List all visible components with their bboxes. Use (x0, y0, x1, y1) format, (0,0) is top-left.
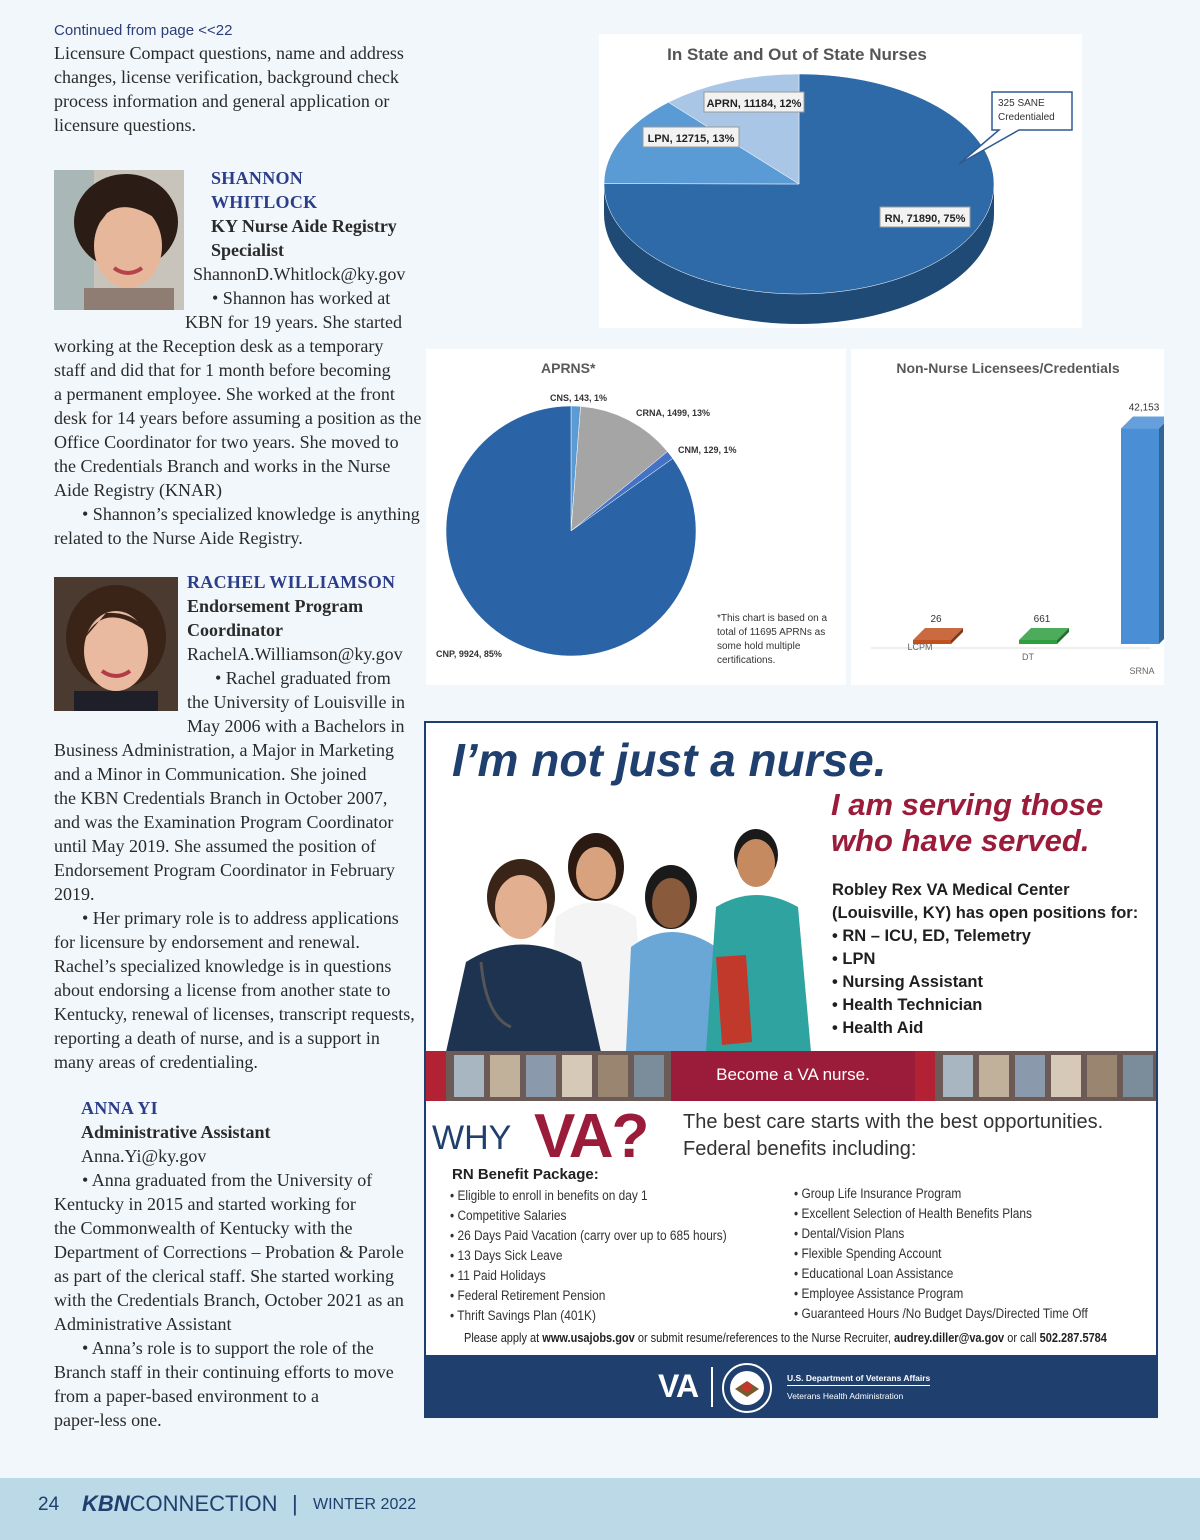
staff-body-line: and was the Examination Program Coordinator (54, 812, 394, 832)
brand-bold: KBN (82, 1491, 130, 1516)
bar-value-label: 42,153 (1128, 402, 1160, 414)
non-nurse-bar-chart-panel (851, 349, 1164, 685)
chart-note: some hold multiple (717, 641, 801, 652)
banner-text: Become a VA nurse. (716, 1065, 870, 1084)
va-seal-icon (722, 1363, 772, 1413)
position-item: • LPN (832, 948, 1138, 971)
benefit-item: • Group Life Insurance Program (794, 1184, 1088, 1204)
dept-subname: Veterans Health Administration (787, 1391, 904, 1401)
staff-role: Specialist (211, 240, 285, 260)
apply-email-link[interactable]: audrey.diller@va.gov (893, 1331, 1005, 1345)
intro-line: changes, license verification, background check (54, 67, 399, 87)
benefit-item: • Dental/Vision Plans (794, 1224, 1088, 1244)
bar-top-srna (1121, 417, 1164, 429)
slice-label-cnp: CNP, 9924, 85% (436, 649, 502, 659)
apply-text: or submit resume/references to the Nurse Recruiter, (634, 1331, 894, 1345)
why-text: WHY (432, 1119, 512, 1157)
benefit-item: • 11 Paid Holidays (450, 1266, 727, 1286)
staff-body-line: • Rachel graduated from (215, 668, 391, 688)
ad-center-line: Robley Rex VA Medical Center (832, 881, 1070, 899)
ad-subhead: who have served. (831, 823, 1090, 858)
staff-body-line: the KBN Credentials Branch in October 2007, (54, 788, 388, 808)
staff-body-line: until May 2019. She assumed the position of (54, 836, 376, 856)
non-nurse-bar-chart (851, 349, 1164, 685)
continued-note: Continued from page <<22 (54, 22, 233, 39)
bar-category-label: DT (1022, 652, 1034, 662)
staff-body-line: Department of Corrections – Probation & Parole (54, 1242, 404, 1262)
benefit-item: • Federal Retirement Pension (450, 1286, 727, 1306)
staff-name: ANNA YI (81, 1098, 158, 1118)
staff-body-line: the University of Louisville in (187, 692, 405, 712)
staff-body-line: from a paper-based environment to a (54, 1386, 320, 1406)
slice-label-aprn: APRN, 11184, 12% (706, 98, 802, 110)
photo-collage-right (915, 1051, 1158, 1101)
intro-line: process information and general application or (54, 91, 390, 111)
position-item: • Health Aid (832, 1017, 1138, 1040)
bar-srna (1121, 429, 1159, 644)
staff-body-line: as part of the clerical staff. She started working (54, 1266, 395, 1286)
rachel-photo (54, 577, 178, 711)
apply-phone[interactable]: 502.287.5784 (1039, 1331, 1107, 1345)
apply-text: or call (1004, 1331, 1040, 1345)
staff-body-line: desk for 14 years before assuming a position as the (54, 408, 422, 428)
dept-name: U.S. Department of Veterans Affairs (787, 1373, 930, 1386)
bar-value-label: 26 (930, 614, 942, 625)
nurses-pie-chart (599, 34, 1082, 328)
staff-body-line: Aide Registry (KNAR) (54, 480, 222, 500)
nurses-pie-chart-panel (599, 34, 1082, 328)
chart-note: *This chart is based on a (717, 613, 828, 624)
benefit-item: • Employee Assistance Program (794, 1284, 1088, 1304)
benefit-item: • 13 Days Sick Leave (450, 1246, 727, 1266)
staff-body-line: • Anna graduated from the University of (82, 1170, 373, 1190)
position-item: • RN – ICU, ED, Telemetry (832, 925, 1138, 948)
staff-body-line: May 2006 with a Bachelors in (187, 716, 405, 736)
slice-label-crna: CRNA, 1499, 13% (636, 408, 711, 418)
va-text: VA? (534, 1102, 648, 1171)
shannon-photo (54, 170, 184, 310)
bar-value-label: 661 (1033, 614, 1051, 625)
chart-note: total of 11695 APRNs as (717, 627, 826, 638)
staff-body-line: • Shannon has worked at (212, 288, 391, 308)
benefit-item: • 26 Days Paid Vacation (carry over up to 685 hours) (450, 1226, 727, 1246)
aprns-pie-chart (426, 349, 846, 685)
staff-body-line: KBN for 19 years. She started (185, 312, 402, 332)
staff-body-line: Business Administration, a Major in Marketing (54, 740, 394, 760)
bar-category-label: SRNA (1129, 666, 1155, 676)
benefit-title: RN Benefit Package: (452, 1166, 599, 1183)
staff-body-line: and a Minor in Communication. She joined (54, 764, 367, 784)
staff-body-line: reporting a death of nurse, and is a support in (54, 1028, 380, 1048)
aprns-pie-chart-panel (426, 349, 846, 685)
logo-divider (711, 1367, 713, 1407)
footer-issue: WINTER 2022 (313, 1496, 417, 1513)
bar-side-srna (1159, 417, 1164, 644)
staff-body-line: • Her primary role is to address applications (82, 908, 399, 928)
staff-body-line: working at the Reception desk as a temporary (54, 336, 384, 356)
intro-paragraph (54, 41, 414, 137)
staff-body-line: the Credentials Branch and works in the Nurse (54, 456, 391, 476)
staff-name: RACHEL WILLIAMSON (187, 572, 396, 592)
staff-body-line: the Commonwealth of Kentucky with the (54, 1218, 353, 1238)
callout-text: Credentialed (998, 112, 1055, 123)
chart-title: APRNS* (541, 360, 596, 376)
footer-separator: | (292, 1491, 298, 1516)
staff-profile-anna (54, 1096, 414, 1432)
page-footer (0, 1478, 1200, 1540)
brand-rest: CONNECTION (129, 1491, 278, 1516)
staff-name: WHITLOCK (211, 192, 318, 212)
staff-body-line: with the Credentials Branch, October 2021 as an (54, 1290, 404, 1310)
intro-line: Licensure Compact questions, name and address (54, 43, 404, 63)
photo-collage-left (426, 1051, 671, 1101)
footer-brand (82, 1491, 278, 1517)
staff-body-line: for licensure by endorsement and renewal. (54, 932, 360, 952)
staff-body-line: Kentucky, renewal of licenses, transcript requests, (54, 1004, 415, 1024)
ad-tagline: Federal benefits including: (683, 1138, 917, 1160)
ad-tagline: The best care starts with the best opportunities. (683, 1111, 1104, 1133)
staff-email[interactable]: Anna.Yi@ky.gov (81, 1146, 207, 1166)
staff-role: KY Nurse Aide Registry (211, 216, 397, 236)
va-logo-bar (426, 1355, 1158, 1418)
staff-role: Administrative Assistant (81, 1122, 271, 1142)
staff-body-line: • Anna’s role is to support the role of the (82, 1338, 374, 1358)
staff-body-line: related to the Nurse Aide Registry. (54, 528, 303, 548)
staff-body-line: Administrative Assistant (54, 1314, 232, 1334)
bar-dt (1019, 640, 1057, 644)
callout-text: 325 SANE (998, 98, 1045, 109)
slice-label-cnm: CNM, 129, 1% (678, 445, 737, 455)
staff-body-line: Office Coordinator for two years. She moved to (54, 432, 399, 452)
staff-body-line: 2019. (54, 884, 95, 904)
nurses-group-image (426, 787, 826, 1052)
page-number: 24 (38, 1494, 60, 1515)
position-item: • Health Technician (832, 994, 1138, 1017)
staff-name: SHANNON (211, 168, 304, 188)
left-column (54, 22, 414, 137)
staff-body-line: many areas of credentialing. (54, 1052, 258, 1072)
chart-title: In State and Out of State Nurses (667, 45, 927, 64)
staff-body-line: Branch staff in their continuing efforts to move (54, 1362, 394, 1382)
benefit-item: • Guaranteed Hours /No Budget Days/Directed Time Off (794, 1304, 1088, 1324)
slice-label-lpn: LPN, 12715, 13% (647, 133, 735, 145)
staff-body-line: Kentucky in 2015 and started working for (54, 1194, 356, 1214)
benefit-item: • Flexible Spending Account (794, 1244, 1088, 1264)
benefit-item: • Eligible to enroll in benefits on day 1 (450, 1186, 727, 1206)
intro-line: licensure questions. (54, 115, 196, 135)
staff-body-line: a permanent employee. She worked at the front (54, 384, 395, 404)
staff-body-line: Rachel’s specialized knowledge is in questions (54, 956, 392, 976)
ad-banner (426, 1051, 1158, 1101)
staff-body-line: staff and did that for 1 month before becoming (54, 360, 391, 380)
chart-title: Non-Nurse Licensees/Credentials (896, 360, 1120, 376)
ad-headline: I’m not just a nurse. (452, 734, 887, 786)
benefit-item: • Competitive Salaries (450, 1206, 727, 1226)
ad-subhead: I am serving those (831, 787, 1104, 822)
bar-category-label: LCPM (907, 642, 933, 652)
staff-body-line: • Shannon’s specialized knowledge is anything (82, 504, 420, 524)
staff-email[interactable]: ShannonD.Whitlock@ky.gov (193, 264, 406, 284)
staff-body-line: Endorsement Program Coordinator in February (54, 860, 395, 880)
staff-role: Coordinator (187, 620, 283, 640)
staff-body-line: about endorsing a license from another state to (54, 980, 391, 1000)
staff-email[interactable]: RachelA.Williamson@ky.gov (187, 644, 403, 664)
apply-site-link[interactable]: www.usajobs.gov (542, 1331, 635, 1345)
va-recruitment-ad (424, 721, 1158, 1418)
chart-note: certifications. (717, 655, 776, 666)
slice-label-cns: CNS, 143, 1% (550, 393, 608, 403)
staff-role: Endorsement Program (187, 596, 364, 616)
apply-text: Please apply at (464, 1331, 543, 1345)
staff-body-line: paper-less one. (54, 1410, 162, 1430)
slice-label-rn: RN, 71890, 75% (884, 213, 966, 225)
apply-line (464, 1331, 1107, 1345)
ad-center-line: (Louisville, KY) has open positions for: (832, 904, 1139, 922)
benefit-item: • Excellent Selection of Health Benefits Plans (794, 1204, 1088, 1224)
benefit-item: • Thrift Savings Plan (401K) (450, 1306, 727, 1326)
va-logo-text: VA (658, 1368, 699, 1404)
benefit-item: • Educational Loan Assistance (794, 1264, 1088, 1284)
position-item: • Nursing Assistant (832, 971, 1138, 994)
why-box (426, 1111, 526, 1161)
